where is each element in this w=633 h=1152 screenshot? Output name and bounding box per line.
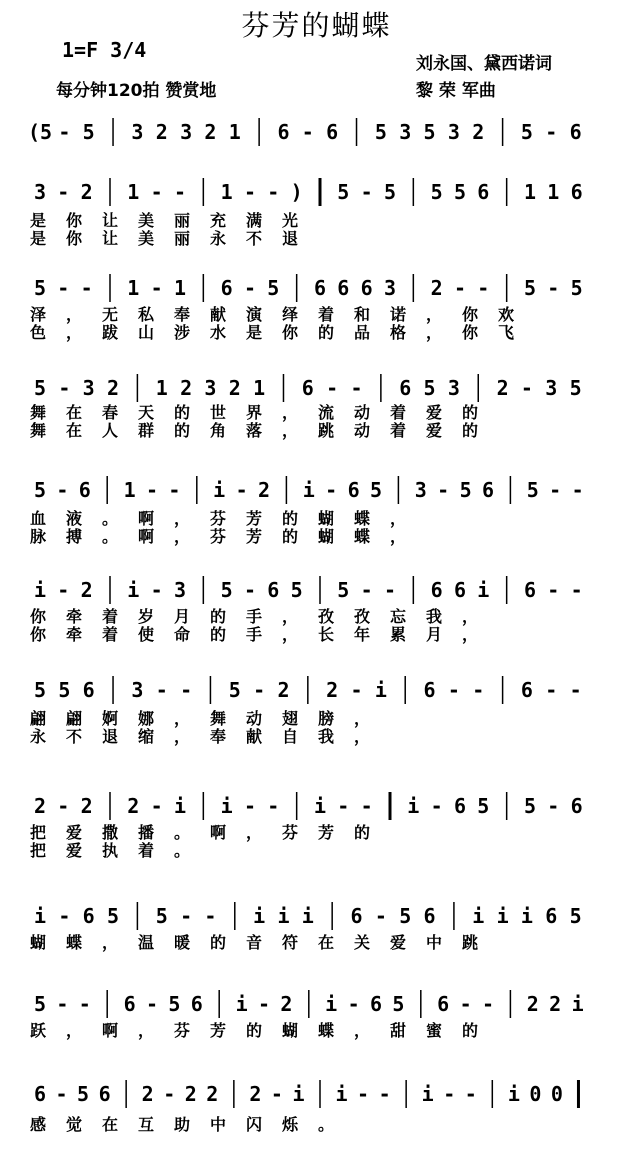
lyric-line: 跃，啊，芬芳的蝴蝶，甜蜜的: [30, 1021, 499, 1040]
note: 3: [82, 376, 95, 400]
note: 6: [123, 992, 136, 1016]
note: -: [549, 478, 562, 502]
note: i: [335, 1082, 348, 1106]
notation-line: [0, 470, 633, 510]
note: i: [33, 904, 47, 928]
note: 2: [80, 794, 93, 818]
note: i: [477, 578, 490, 602]
lyric-line: 泽，无私奉献演绎着和诺，你欢: [30, 305, 535, 324]
note: -: [360, 794, 373, 818]
note: -: [243, 578, 257, 602]
note: i: [374, 678, 387, 702]
note: i: [213, 478, 226, 502]
note: i: [472, 904, 485, 928]
score-row: [0, 470, 633, 510]
note: 6: [82, 904, 95, 928]
note: -: [357, 1082, 370, 1106]
notation-line: [0, 172, 633, 212]
note: -: [464, 1082, 477, 1106]
lyric-line: 血液。啊，芬芳的蝴蝶，: [30, 509, 427, 528]
note: -: [350, 678, 363, 702]
note: -: [243, 794, 257, 818]
note: -: [243, 276, 257, 300]
note: i: [301, 904, 314, 928]
lyric-line: 你牵着岁月的手，孜孜忘我，: [30, 607, 499, 626]
score-row: [0, 670, 633, 710]
note: -: [545, 678, 558, 702]
note: i: [571, 992, 584, 1016]
note: 3: [204, 376, 217, 400]
note: i: [235, 992, 248, 1016]
note: i: [520, 904, 533, 928]
note: 6: [190, 992, 203, 1016]
score-row: [0, 172, 633, 212]
note: 5: [77, 1082, 90, 1106]
note: 6: [570, 794, 583, 818]
note: -: [301, 120, 314, 144]
note: i: [253, 904, 266, 928]
note: -: [477, 276, 490, 300]
lyric-line: 把爱执着。: [30, 841, 211, 860]
note: 2: [280, 992, 293, 1016]
note: i: [507, 1082, 520, 1106]
note: 1: [127, 276, 140, 300]
note: 6: [98, 1082, 111, 1106]
note: -: [437, 478, 450, 502]
note: 5: [107, 904, 120, 928]
note: -: [150, 180, 163, 204]
note: 6: [481, 478, 495, 502]
note: -: [472, 678, 485, 702]
note: 5: [453, 180, 467, 204]
note: -: [350, 376, 363, 400]
note: -: [453, 276, 467, 300]
note: 6: [569, 120, 582, 144]
note: 6: [267, 578, 280, 602]
note: 2: [127, 794, 140, 818]
note: 6: [523, 578, 537, 602]
note: 6: [337, 276, 350, 300]
note: i: [496, 904, 509, 928]
lyric-line: 你牵着使命的手，长年累月，: [30, 625, 499, 644]
note: i: [220, 794, 233, 818]
note: -: [374, 904, 387, 928]
note: -: [57, 276, 70, 300]
note: 2: [549, 992, 562, 1016]
note: 5: [392, 992, 405, 1016]
note: i: [292, 1082, 305, 1106]
note: -: [267, 794, 280, 818]
note: 3: [383, 276, 397, 300]
note: -: [547, 578, 560, 602]
note: 5: [33, 276, 47, 300]
note: 5: [523, 794, 537, 818]
score-row: [0, 112, 633, 152]
note: -: [520, 376, 533, 400]
note: i: [421, 1082, 434, 1106]
note: 2: [107, 376, 120, 400]
note: 6: [545, 904, 558, 928]
note: -: [78, 992, 91, 1016]
lyric-line: 蝴蝶，温暖的音符在关爱中跳: [30, 933, 499, 952]
note: -: [180, 904, 193, 928]
note: 5: [423, 376, 436, 400]
note: -: [443, 1082, 456, 1106]
lyric-line: 脉搏。啊，芬芳的蝴蝶，: [30, 527, 427, 546]
note: 1: [173, 276, 187, 300]
note: -: [326, 376, 339, 400]
note: -: [481, 992, 495, 1016]
lyric-line: 是你让美丽充满光: [30, 211, 319, 230]
note: 6: [369, 992, 383, 1016]
note: 5: [228, 678, 241, 702]
note: 6: [430, 578, 443, 602]
note: i: [277, 904, 290, 928]
note: 3: [33, 180, 47, 204]
lyric-line: 感觉在互助中闪烁。: [30, 1115, 355, 1134]
note: -: [459, 992, 472, 1016]
note: 6: [437, 992, 450, 1016]
note: -: [569, 678, 582, 702]
note: 5: [569, 904, 582, 928]
note: -: [145, 992, 159, 1016]
note: -: [325, 478, 338, 502]
note: i: [173, 794, 187, 818]
note: -: [57, 180, 70, 204]
note: -: [163, 1082, 176, 1106]
note: i: [313, 794, 327, 818]
note: -: [347, 992, 360, 1016]
note: 5: [520, 120, 533, 144]
note: i: [127, 578, 140, 602]
note: -: [168, 478, 181, 502]
note: 3: [447, 376, 460, 400]
note: 5: [33, 376, 47, 400]
note: 5: [477, 794, 490, 818]
note: -: [180, 678, 193, 702]
note: 6: [326, 120, 339, 144]
note: 5: [399, 904, 412, 928]
note: 1: [547, 180, 560, 204]
note: 3: [131, 678, 144, 702]
note: 1: [123, 478, 136, 502]
note: 2: [141, 1082, 154, 1106]
note: 6: [399, 376, 412, 400]
note: -: [150, 794, 163, 818]
note: -: [571, 478, 584, 502]
note: -: [360, 578, 373, 602]
note: 6: [350, 904, 363, 928]
note: -: [204, 904, 217, 928]
note: -: [243, 180, 257, 204]
note: 5: [523, 276, 537, 300]
note: 0: [529, 1082, 542, 1106]
note: 6: [570, 180, 583, 204]
note: 2: [155, 120, 168, 144]
note: 1: [155, 376, 168, 400]
note: -: [547, 794, 560, 818]
note: 5: [337, 578, 350, 602]
notation-line: [0, 670, 633, 710]
note: 3: [447, 120, 460, 144]
note: -: [383, 578, 397, 602]
note: 6: [477, 180, 490, 204]
lyric-line: 舞在人群的角落，跳动着爱的: [30, 421, 499, 440]
note: 3: [180, 120, 193, 144]
note: 2: [180, 376, 193, 400]
note: 2: [257, 478, 271, 502]
note: 3: [399, 120, 412, 144]
notation-line: [0, 112, 633, 152]
note: i: [325, 992, 338, 1016]
note: 1: [523, 180, 537, 204]
note: -: [57, 578, 70, 602]
tempo-marking: 每分钟120拍 赞赏地: [56, 81, 217, 101]
note: 6: [220, 276, 233, 300]
note: -: [267, 180, 280, 204]
note: i: [302, 478, 315, 502]
note: -: [235, 478, 248, 502]
note: 5: [220, 578, 233, 602]
note: 6: [347, 478, 360, 502]
note: 2: [184, 1082, 197, 1106]
note: -: [58, 120, 71, 144]
note: -: [58, 904, 71, 928]
note: 5: [290, 578, 303, 602]
note: 6: [360, 276, 373, 300]
note: 6: [453, 578, 467, 602]
note: 0: [550, 1082, 563, 1106]
note: -: [155, 678, 168, 702]
note: 5: [570, 276, 583, 300]
note: 2: [249, 1082, 262, 1106]
note: 5: [459, 478, 472, 502]
lyric-line: 舞在春天的世界，流动着爱的: [30, 403, 499, 422]
note: 3: [414, 478, 427, 502]
note: 6: [423, 904, 436, 928]
lyricist-credit: 刘永国、黛西诺词: [416, 54, 552, 74]
score-row: [0, 1074, 633, 1114]
note: (5: [27, 120, 53, 144]
note: -: [253, 678, 266, 702]
note: -: [150, 578, 163, 602]
composer-credit: 黎 荣 军曲: [416, 81, 496, 101]
note: 6: [423, 678, 436, 702]
note: 2: [496, 376, 509, 400]
note: 5: [383, 180, 397, 204]
lyric-line: 翩翩婀娜，舞动翅膀，: [30, 709, 391, 728]
note: 5: [526, 478, 539, 502]
lyric-line: 色，跋山涉水是你的品格，你飞: [30, 323, 535, 342]
note: 5: [33, 678, 47, 702]
note: 5: [33, 992, 47, 1016]
note: -: [447, 678, 460, 702]
key-signature: 1=F 3/4: [62, 38, 147, 62]
note: -: [337, 794, 350, 818]
note: ): [290, 180, 303, 204]
note: -: [430, 794, 443, 818]
note: 5: [337, 180, 350, 204]
note: 1: [228, 120, 241, 144]
note: 5: [155, 904, 168, 928]
note: -: [378, 1082, 391, 1106]
note: -: [55, 1082, 68, 1106]
note: -: [360, 180, 373, 204]
note: 5: [569, 376, 582, 400]
note: 2: [204, 120, 217, 144]
note: -: [173, 180, 187, 204]
note: 5: [82, 120, 95, 144]
note: -: [58, 376, 71, 400]
notation-line: [0, 1074, 633, 1114]
note: 3: [545, 376, 558, 400]
lyric-line: 永不退缩，奉献自我，: [30, 727, 391, 746]
note: 2: [326, 678, 339, 702]
note: 2: [277, 678, 290, 702]
note: 2: [80, 578, 93, 602]
note: -: [257, 992, 271, 1016]
note: 3: [173, 578, 187, 602]
note: 2: [228, 376, 241, 400]
note: 6: [520, 678, 533, 702]
note: 6: [33, 1082, 47, 1106]
note: 5: [430, 180, 443, 204]
note: 2: [33, 794, 47, 818]
note: 1: [127, 180, 140, 204]
note: 5: [423, 120, 436, 144]
note: 2: [430, 276, 443, 300]
note: 1: [220, 180, 233, 204]
note: 5: [168, 992, 181, 1016]
note: 2: [472, 120, 485, 144]
note: -: [570, 578, 583, 602]
note: 3: [131, 120, 144, 144]
note: 2: [206, 1082, 219, 1106]
note: 6: [453, 794, 467, 818]
note: 1: [253, 376, 266, 400]
note: 5: [369, 478, 383, 502]
note: -: [545, 120, 558, 144]
note: -: [57, 794, 70, 818]
lyric-line: 把爱撒播。啊，芬芳的: [30, 823, 391, 842]
note: i: [33, 578, 47, 602]
note: 6: [82, 678, 95, 702]
note: -: [56, 478, 69, 502]
song-title: 芬芳的蝴蝶: [241, 9, 392, 42]
note: 6: [78, 478, 91, 502]
note: 5: [374, 120, 387, 144]
note: i: [407, 794, 420, 818]
note: 5: [267, 276, 280, 300]
note: -: [56, 992, 69, 1016]
note: 2: [526, 992, 539, 1016]
note: -: [145, 478, 159, 502]
note: 6: [313, 276, 327, 300]
note: 2: [80, 180, 93, 204]
lyric-line: 是你让美丽永不退: [30, 229, 319, 248]
note: 6: [301, 376, 314, 400]
note: -: [547, 276, 560, 300]
note: 6: [277, 120, 290, 144]
note: 5: [33, 478, 47, 502]
note: 5: [58, 678, 71, 702]
note: -: [150, 276, 163, 300]
note: -: [80, 276, 93, 300]
note: -: [270, 1082, 283, 1106]
